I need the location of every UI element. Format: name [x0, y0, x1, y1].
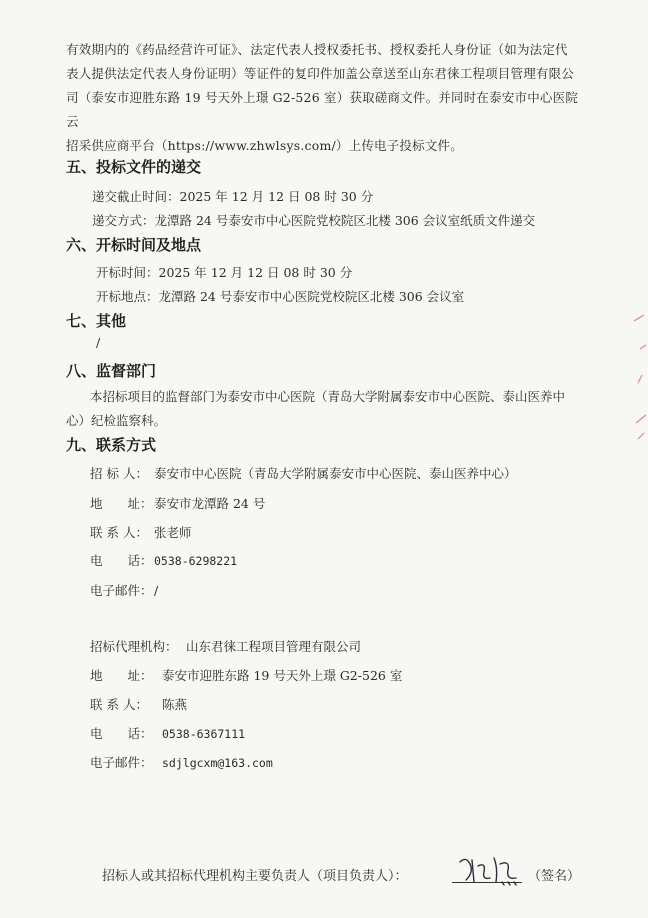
tenderer-contact: 张老师	[154, 525, 192, 540]
field-label: 电子邮件：	[90, 755, 153, 770]
tenderer-address-row	[90, 494, 265, 512]
tenderer-address: 泰安市龙潭路 24 号	[154, 496, 266, 511]
agent-address-row	[90, 666, 402, 684]
field-label: 电子邮件：	[90, 583, 153, 598]
section-5-title: 五、投标文件的递交	[66, 158, 202, 176]
opening-location: 开标地点：龙潭路 24 号泰安市中心医院党校院区北楼 306 会议室	[96, 289, 465, 304]
seal-edge-mark	[626, 305, 648, 445]
submission-deadline: 递交截止时间：2025 年 12 月 12 日 08 时 30 分	[92, 189, 374, 204]
agent-name: 山东君徕工程项目管理有限公司	[186, 639, 362, 654]
agent-phone: 0538-6367111	[162, 727, 246, 741]
tenderer-contact-row	[90, 523, 192, 541]
signature-caption: 招标人或其招标代理机构主要负责人（项目负责人）：	[102, 869, 408, 884]
agent-email: sdjlgcxm@163.com	[162, 756, 273, 770]
field-label: 联 系 人：	[90, 525, 148, 540]
intro-line-1: 有效期内的《药品经营许可证》、法定代表人授权委托书、授权委托人身份证（如为法定代	[66, 42, 568, 57]
field-label: 电 话：	[90, 726, 153, 741]
field-label: 地 址：	[90, 496, 153, 511]
submission-method: 递交方式：龙潭路 24 号泰安市中心医院党校院区北楼 306 会议室纸质文件递交	[92, 213, 536, 228]
tenderer-name-row	[90, 464, 517, 482]
tenderer-name: 泰安市中心医院（青岛大学附属泰安市中心医院、泰山医养中心）	[154, 466, 517, 481]
section-8-title: 八、监督部门	[66, 362, 157, 380]
signature-suffix: （签名）	[528, 869, 581, 884]
section-9-title: 九、联系方式	[66, 436, 157, 454]
field-label: 地 址：	[90, 668, 153, 683]
agent-name-row	[90, 637, 361, 655]
opening-time: 开标时间：2025 年 12 月 12 日 08 时 30 分	[96, 265, 353, 280]
agent-email-row	[90, 753, 273, 771]
field-label: 招 标 人：	[90, 466, 148, 481]
tenderer-phone: 0538-6298221	[154, 554, 238, 568]
tenderer-phone-row	[90, 551, 237, 569]
section-6-title: 六、开标时间及地点	[66, 236, 202, 254]
section-7-title: 七、其他	[66, 312, 127, 330]
other-content: /	[96, 335, 101, 350]
field-label: 招标代理机构：	[90, 639, 178, 654]
handwritten-signature	[456, 852, 526, 888]
field-label: 联 系 人：	[90, 697, 148, 712]
field-label: 电 话：	[90, 553, 153, 568]
tenderer-email: /	[154, 583, 159, 598]
supervision-line-2: 心）纪检监察科。	[66, 413, 167, 428]
intro-line-4: 招采供应商平台（https://www.zhwlsys.com/）上传电子投标文件。	[66, 138, 463, 153]
supervision-line-1: 本招标项目的监督部门为泰安市中心医院（青岛大学附属泰安市中心医院、泰山医养中	[90, 389, 566, 404]
agent-contact: 陈燕	[162, 697, 188, 712]
tenderer-email-row	[90, 581, 158, 599]
agent-contact-row	[90, 695, 187, 713]
agent-phone-row	[90, 724, 245, 742]
intro-paragraph	[66, 38, 586, 158]
intro-line-3: 司（泰安市迎胜东路 19 号天外上璟 G2-526 室）获取磋商文件。并同时在泰安市中心医院云	[66, 90, 579, 129]
intro-line-2: 表人提供法定代表人身份证明）等证件的复印件加盖公章送至山东君徕工程项目管理有限公	[66, 66, 575, 81]
agent-address: 泰安市迎胜东路 19 号天外上璟 G2-526 室	[162, 668, 403, 683]
